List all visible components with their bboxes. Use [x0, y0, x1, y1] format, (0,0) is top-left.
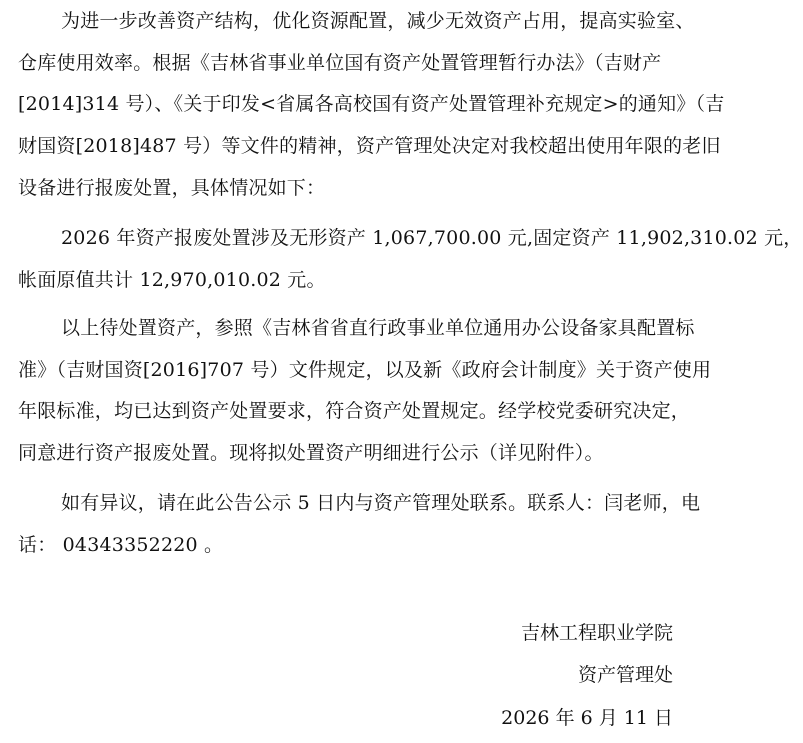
paragraph-1-line-5: 设备进行报废处置，具体情况如下： [18, 177, 326, 199]
paragraph-1-line-4: 财国资[2018]487 号）等文件的精神，资产管理处决定对我校超出使用年限的老旧 [18, 135, 721, 157]
paragraph-1-line-2: 仓库使用效率。根据《吉林省事业单位国有资产处置管理暂行办法》（吉财产 [18, 52, 662, 74]
paragraph-2-line-2: 帐面原值共计 12,970,010.02 元。 [18, 269, 326, 291]
paragraph-1-line-1: 为进一步改善资产结构，优化资源配置，减少无效资产占用，提高实验室、 [61, 10, 695, 32]
paragraph-2-line-1: 2026 年资产报废处置涉及无形资产 1,067,700.00 元,固定资产 11,902,310.02 元， [61, 227, 803, 249]
signature-institution: 吉林工程职业学院 [520, 622, 673, 644]
paragraph-3-line-4: 同意进行资产报废处置。现将拟处置资产明细进行公示（详见附件）。 [18, 442, 604, 464]
paragraph-1-line-3: [2014]314 号）、《关于印发<省属各高校国有资产处置管理补充规定>的通知》（吉 [18, 93, 725, 115]
signature-date: 2026 年 6 月 11 日 [501, 707, 673, 729]
paragraph-4-line-2: 话： 04343352220 。 [18, 534, 224, 556]
paragraph-3-line-3: 年限标准，均已达到资产处置要求，符合资产处置规定。经学校党委研究决定， [18, 400, 691, 422]
paragraph-3-line-2: 准》（吉财国资[2016]707 号）文件规定，以及新《政府会计制度》关于资产使用 [18, 359, 712, 381]
paragraph-4-line-1: 如有异议，请在此公告公示 5 日内与资产管理处联系。联系人：闫老师，电 [61, 492, 701, 514]
signature-department: 资产管理处 [577, 664, 673, 686]
paragraph-3-line-1: 以上待处置资产，参照《吉林省省直行政事业单位通用办公设备家具配置标 [61, 317, 695, 339]
